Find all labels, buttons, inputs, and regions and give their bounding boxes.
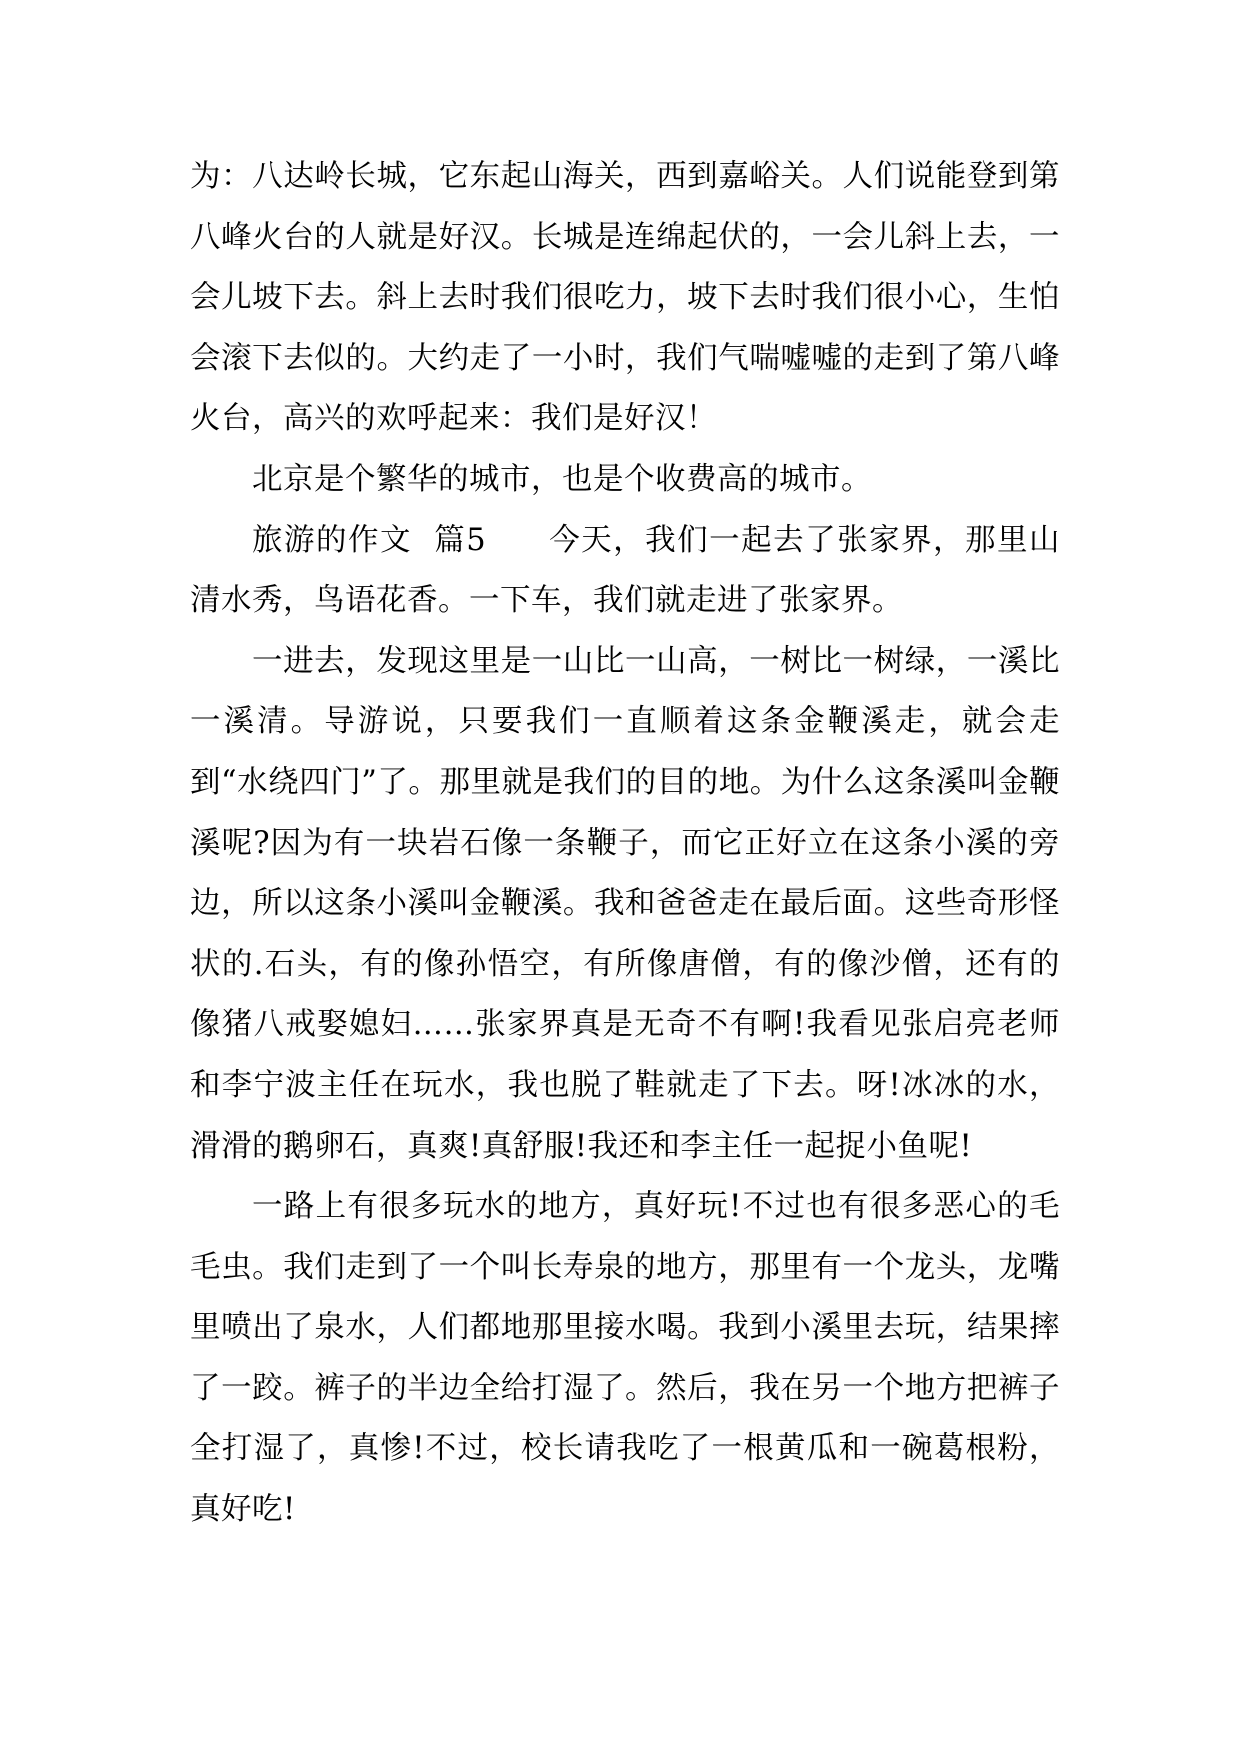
paragraph-jinbian-creek: 一进去，发现这里是一山比一山高，一树比一树绿，一溪比一溪清。导游说，只要我们一直顺着这条金鞭溪走，就会走到“水绕四门”了。那里就是我们的目的地。为什么这条溪叫金鞭溪呢?因为有一块岩石像一条鞭子，而它正好立在这条小溪的旁边，所以这条小溪叫金鞭溪。我和爸爸走在最后面。这些奇形怪状的.石头，有的像孙悟空，有所像唐僧，有的像沙僧，还有的像猪八戒娶媳妇……张家界真是无奇不有啊!我看见张启亮老师和李宁波主任在玩水，我也脱了鞋就走了下去。呀!冰冰的水，滑滑的鹅卵石，真爽!真舒服!我还和李主任一起捉小鱼呢! (190, 643, 1060, 1164)
paragraph-longevity-spring: 一路上有很多玩水的地方，真好玩!不过也有很多恶心的毛毛虫。我们走到了一个叫长寿泉的地方，那里有一个龙头，龙嘴里喷出了泉水，人们都地那里接水喝。我到小溪里去玩，结果摔了一跤。裤子的半边全给打湿了。然后，我在另一个地方把裤子全打湿了，真惨!不过，校长请我吃了一根黄瓜和一碗葛根粉，真好吃! (190, 1189, 1060, 1528)
paragraph-great-wall: 为：八达岭长城，它东起山海关，西到嘉峪关。人们说能登到第八峰火台的人就是好汉。长城是连绵起伏的，一会儿斜上去，一会儿坡下去。斜上去时我们很吃力，坡下去时我们很小心，生怕会滚下去似的。大约走了一小时，我们气喘嘘嘘的走到了第八峰火台，高兴的欢呼起来：我们是好汉！ (190, 159, 1060, 437)
paragraph-zhangjiajie-intro (190, 511, 1060, 632)
document-page (190, 147, 1060, 1541)
essay-title: 旅游的作文 篇5 (252, 522, 487, 558)
paragraph-beijing: 北京是个繁华的城市，也是个收费高的城市。 (252, 461, 872, 497)
paragraph-zhangjiajie-intro-text: 今天，我们一起去了张家界，那里山清水秀，鸟语花香。一下车，我们就走进了张家界。 (190, 522, 1061, 619)
